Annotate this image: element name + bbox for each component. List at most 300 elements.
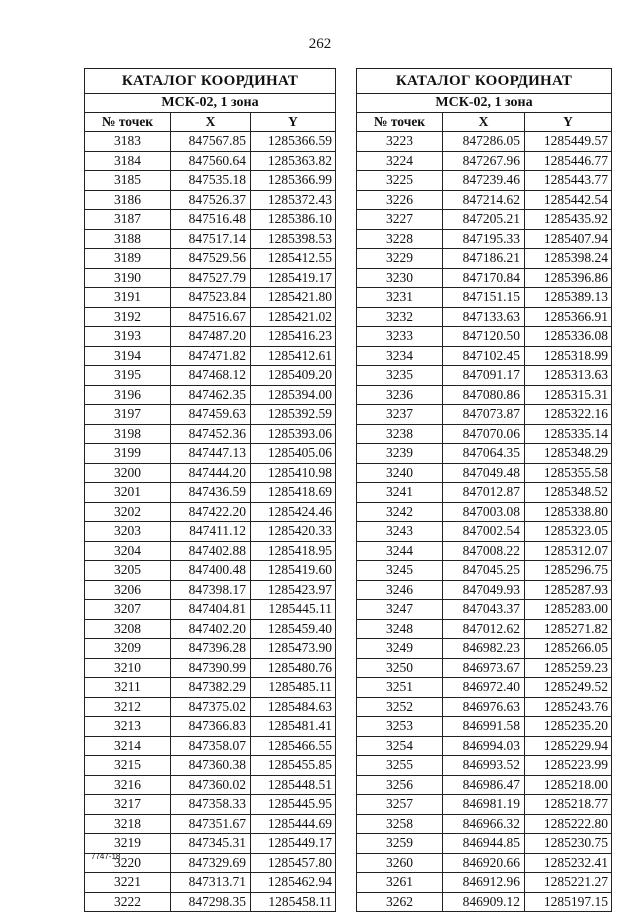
y-coordinate-cell: 1285444.69: [251, 814, 336, 834]
table-row: [357, 366, 612, 386]
y-coordinate-cell: 1285419.17: [251, 268, 336, 288]
point-number-cell: 3232: [357, 307, 443, 327]
point-number-cell: 3218: [85, 814, 171, 834]
document-code: 7747-18: [91, 852, 121, 861]
point-number-cell: 3239: [357, 444, 443, 464]
x-coordinate-cell: 847012.62: [443, 619, 525, 639]
x-coordinate-cell: 846991.58: [443, 717, 525, 737]
x-coordinate-cell: 847452.36: [171, 424, 251, 444]
table-row: [357, 210, 612, 230]
y-coordinate-cell: 1285409.20: [251, 366, 336, 386]
y-coordinate-cell: 1285313.63: [525, 366, 612, 386]
x-coordinate-cell: 847459.63: [171, 405, 251, 425]
x-coordinate-cell: 847073.87: [443, 405, 525, 425]
table-row: [357, 307, 612, 327]
table-row: [357, 268, 612, 288]
point-number-cell: 3202: [85, 502, 171, 522]
table-zone: МСК-02, 1 зона: [85, 94, 336, 113]
x-coordinate-cell: 847516.67: [171, 307, 251, 327]
table-row: [85, 307, 336, 327]
x-coordinate-cell: 846986.47: [443, 775, 525, 795]
x-coordinate-cell: 847002.54: [443, 522, 525, 542]
x-coordinate-cell: 847267.96: [443, 151, 525, 171]
y-coordinate-cell: 1285366.91: [525, 307, 612, 327]
point-number-cell: 3203: [85, 522, 171, 542]
point-number-cell: 3246: [357, 580, 443, 600]
point-number-cell: 3252: [357, 697, 443, 717]
y-coordinate-cell: 1285416.23: [251, 327, 336, 347]
y-coordinate-cell: 1285366.99: [251, 171, 336, 191]
point-number-cell: 3244: [357, 541, 443, 561]
x-coordinate-cell: 847286.05: [443, 132, 525, 152]
table-row: [357, 678, 612, 698]
x-coordinate-cell: 847529.56: [171, 249, 251, 269]
point-number-cell: 3201: [85, 483, 171, 503]
y-coordinate-cell: 1285318.99: [525, 346, 612, 366]
table-row: [357, 483, 612, 503]
table-row: [85, 268, 336, 288]
y-coordinate-cell: 1285412.55: [251, 249, 336, 269]
point-number-cell: 3216: [85, 775, 171, 795]
table-row: [357, 580, 612, 600]
table-row: [85, 561, 336, 581]
x-coordinate-cell: 847567.85: [171, 132, 251, 152]
y-coordinate-cell: 1285392.59: [251, 405, 336, 425]
x-coordinate-cell: 847527.79: [171, 268, 251, 288]
x-coordinate-cell: 846981.19: [443, 795, 525, 815]
point-number-cell: 3220: [85, 853, 171, 873]
x-coordinate-cell: 847382.29: [171, 678, 251, 698]
y-coordinate-cell: 1285412.61: [251, 346, 336, 366]
x-coordinate-cell: 846909.12: [443, 892, 525, 912]
x-coordinate-cell: 847411.12: [171, 522, 251, 542]
point-number-cell: 3243: [357, 522, 443, 542]
x-coordinate-cell: 847080.86: [443, 385, 525, 405]
y-coordinate-cell: 1285335.14: [525, 424, 612, 444]
point-number-cell: 3228: [357, 229, 443, 249]
y-coordinate-cell: 1285448.51: [251, 775, 336, 795]
x-coordinate-cell: 847102.45: [443, 346, 525, 366]
x-coordinate-cell: 846912.96: [443, 873, 525, 893]
table-row: [357, 171, 612, 191]
point-number-cell: 3207: [85, 600, 171, 620]
x-coordinate-cell: 847444.20: [171, 463, 251, 483]
point-number-cell: 3234: [357, 346, 443, 366]
table-row: [85, 288, 336, 308]
y-coordinate-cell: 1285287.93: [525, 580, 612, 600]
y-coordinate-cell: 1285389.13: [525, 288, 612, 308]
y-coordinate-cell: 1285372.43: [251, 190, 336, 210]
y-coordinate-cell: 1285423.97: [251, 580, 336, 600]
y-coordinate-cell: 1285336.08: [525, 327, 612, 347]
y-coordinate-cell: 1285407.94: [525, 229, 612, 249]
x-coordinate-cell: 847360.02: [171, 775, 251, 795]
table-row: [357, 327, 612, 347]
y-coordinate-cell: 1285442.54: [525, 190, 612, 210]
table-row: [85, 405, 336, 425]
y-coordinate-cell: 1285424.46: [251, 502, 336, 522]
x-coordinate-cell: 847398.17: [171, 580, 251, 600]
column-header-point: № точек: [357, 113, 443, 132]
table-row: [357, 756, 612, 776]
column-header-x: X: [443, 113, 525, 132]
y-coordinate-cell: 1285235.20: [525, 717, 612, 737]
y-coordinate-cell: 1285296.75: [525, 561, 612, 581]
y-coordinate-cell: 1285418.95: [251, 541, 336, 561]
table-row: [357, 444, 612, 464]
table-row: [85, 463, 336, 483]
x-coordinate-cell: 846973.67: [443, 658, 525, 678]
x-coordinate-cell: 847436.59: [171, 483, 251, 503]
point-number-cell: 3236: [357, 385, 443, 405]
coordinates-table-left: [84, 68, 336, 912]
y-coordinate-cell: 1285363.82: [251, 151, 336, 171]
table-row: [85, 249, 336, 269]
x-coordinate-cell: 847360.38: [171, 756, 251, 776]
y-coordinate-cell: 1285366.59: [251, 132, 336, 152]
x-coordinate-cell: 847133.63: [443, 307, 525, 327]
y-coordinate-cell: 1285449.57: [525, 132, 612, 152]
x-coordinate-cell: 847351.67: [171, 814, 251, 834]
y-coordinate-cell: 1285197.15: [525, 892, 612, 912]
x-coordinate-cell: 846966.32: [443, 814, 525, 834]
x-coordinate-cell: 847366.83: [171, 717, 251, 737]
table-row: [85, 775, 336, 795]
y-coordinate-cell: 1285348.52: [525, 483, 612, 503]
point-number-cell: 3205: [85, 561, 171, 581]
table-body: [357, 132, 612, 912]
x-coordinate-cell: 847375.02: [171, 697, 251, 717]
point-number-cell: 3193: [85, 327, 171, 347]
point-number-cell: 3237: [357, 405, 443, 425]
point-number-cell: 3219: [85, 834, 171, 854]
point-number-cell: 3210: [85, 658, 171, 678]
point-number-cell: 3221: [85, 873, 171, 893]
x-coordinate-cell: 846972.40: [443, 678, 525, 698]
y-coordinate-cell: 1285259.23: [525, 658, 612, 678]
table-row: [357, 190, 612, 210]
point-number-cell: 3230: [357, 268, 443, 288]
y-coordinate-cell: 1285481.41: [251, 717, 336, 737]
point-number-cell: 3229: [357, 249, 443, 269]
point-number-cell: 3261: [357, 873, 443, 893]
table-row: [357, 834, 612, 854]
y-coordinate-cell: 1285386.10: [251, 210, 336, 230]
x-coordinate-cell: 847517.14: [171, 229, 251, 249]
table-row: [357, 346, 612, 366]
y-coordinate-cell: 1285462.94: [251, 873, 336, 893]
point-number-cell: 3196: [85, 385, 171, 405]
x-coordinate-cell: 847345.31: [171, 834, 251, 854]
y-coordinate-cell: 1285230.75: [525, 834, 612, 854]
table-row: [85, 151, 336, 171]
y-coordinate-cell: 1285443.77: [525, 171, 612, 191]
point-number-cell: 3185: [85, 171, 171, 191]
point-number-cell: 3224: [357, 151, 443, 171]
x-coordinate-cell: 847396.28: [171, 639, 251, 659]
table-row: [357, 541, 612, 561]
x-coordinate-cell: 847535.18: [171, 171, 251, 191]
x-coordinate-cell: 846994.03: [443, 736, 525, 756]
table-row: [85, 619, 336, 639]
point-number-cell: 3191: [85, 288, 171, 308]
table-row: [357, 717, 612, 737]
table-row: [85, 229, 336, 249]
y-coordinate-cell: 1285485.11: [251, 678, 336, 698]
y-coordinate-cell: 1285449.17: [251, 834, 336, 854]
table-row: [357, 892, 612, 912]
y-coordinate-cell: 1285315.31: [525, 385, 612, 405]
point-number-cell: 3256: [357, 775, 443, 795]
y-coordinate-cell: 1285473.90: [251, 639, 336, 659]
table-row: [85, 639, 336, 659]
y-coordinate-cell: 1285418.69: [251, 483, 336, 503]
table-row: [357, 561, 612, 581]
y-coordinate-cell: 1285421.80: [251, 288, 336, 308]
point-number-cell: 3200: [85, 463, 171, 483]
point-number-cell: 3249: [357, 639, 443, 659]
point-number-cell: 3189: [85, 249, 171, 269]
point-number-cell: 3225: [357, 171, 443, 191]
y-coordinate-cell: 1285312.07: [525, 541, 612, 561]
x-coordinate-cell: 846982.23: [443, 639, 525, 659]
table-row: [85, 834, 336, 854]
x-coordinate-cell: 847064.35: [443, 444, 525, 464]
table-row: [357, 658, 612, 678]
point-number-cell: 3215: [85, 756, 171, 776]
y-coordinate-cell: 1285398.53: [251, 229, 336, 249]
point-number-cell: 3241: [357, 483, 443, 503]
point-number-cell: 3186: [85, 190, 171, 210]
column-header-x: X: [171, 113, 251, 132]
point-number-cell: 3190: [85, 268, 171, 288]
table-row: [85, 444, 336, 464]
point-number-cell: 3251: [357, 678, 443, 698]
x-coordinate-cell: 847170.84: [443, 268, 525, 288]
x-coordinate-cell: 847422.20: [171, 502, 251, 522]
y-coordinate-cell: 1285322.16: [525, 405, 612, 425]
table-row: [357, 132, 612, 152]
point-number-cell: 3222: [85, 892, 171, 912]
table-row: [357, 288, 612, 308]
table-row: [357, 463, 612, 483]
y-coordinate-cell: 1285445.95: [251, 795, 336, 815]
column-header-y: Y: [525, 113, 612, 132]
point-number-cell: 3217: [85, 795, 171, 815]
table-row: [85, 171, 336, 191]
point-number-cell: 3262: [357, 892, 443, 912]
x-coordinate-cell: 847186.21: [443, 249, 525, 269]
table-row: [357, 697, 612, 717]
y-coordinate-cell: 1285466.55: [251, 736, 336, 756]
x-coordinate-cell: 847329.69: [171, 853, 251, 873]
table-body: [85, 132, 336, 912]
point-number-cell: 3194: [85, 346, 171, 366]
table-row: [357, 502, 612, 522]
x-coordinate-cell: 847003.08: [443, 502, 525, 522]
y-coordinate-cell: 1285457.80: [251, 853, 336, 873]
y-coordinate-cell: 1285419.60: [251, 561, 336, 581]
x-coordinate-cell: 847523.84: [171, 288, 251, 308]
table-row: [85, 366, 336, 386]
table-row: [357, 522, 612, 542]
point-number-cell: 3206: [85, 580, 171, 600]
point-number-cell: 3259: [357, 834, 443, 854]
point-number-cell: 3223: [357, 132, 443, 152]
table-title: КАТАЛОГ КООРДИНАТ: [85, 69, 336, 94]
point-number-cell: 3254: [357, 736, 443, 756]
table-row: [357, 873, 612, 893]
point-number-cell: 3253: [357, 717, 443, 737]
y-coordinate-cell: 1285458.11: [251, 892, 336, 912]
y-coordinate-cell: 1285421.02: [251, 307, 336, 327]
x-coordinate-cell: 847091.17: [443, 366, 525, 386]
table-row: [85, 580, 336, 600]
point-number-cell: 3188: [85, 229, 171, 249]
point-number-cell: 3242: [357, 502, 443, 522]
point-number-cell: 3183: [85, 132, 171, 152]
x-coordinate-cell: 847049.93: [443, 580, 525, 600]
x-coordinate-cell: 847070.06: [443, 424, 525, 444]
page-number: 262: [308, 36, 332, 52]
column-header-point: № точек: [85, 113, 171, 132]
table-row: [357, 619, 612, 639]
x-coordinate-cell: 847390.99: [171, 658, 251, 678]
table-row: [357, 600, 612, 620]
table-row: [357, 736, 612, 756]
point-number-cell: 3235: [357, 366, 443, 386]
x-coordinate-cell: 847468.12: [171, 366, 251, 386]
point-number-cell: 3213: [85, 717, 171, 737]
x-coordinate-cell: 847043.37: [443, 600, 525, 620]
table-row: [357, 639, 612, 659]
point-number-cell: 3204: [85, 541, 171, 561]
table-row: [357, 385, 612, 405]
y-coordinate-cell: 1285271.82: [525, 619, 612, 639]
y-coordinate-cell: 1285393.06: [251, 424, 336, 444]
y-coordinate-cell: 1285398.24: [525, 249, 612, 269]
point-number-cell: 3245: [357, 561, 443, 581]
point-number-cell: 3260: [357, 853, 443, 873]
table-row: [357, 853, 612, 873]
table-row: [357, 249, 612, 269]
column-header-y: Y: [251, 113, 336, 132]
y-coordinate-cell: 1285394.00: [251, 385, 336, 405]
table-row: [85, 717, 336, 737]
y-coordinate-cell: 1285229.94: [525, 736, 612, 756]
x-coordinate-cell: 846993.52: [443, 756, 525, 776]
table-row: [85, 853, 336, 873]
y-coordinate-cell: 1285484.63: [251, 697, 336, 717]
point-number-cell: 3226: [357, 190, 443, 210]
x-coordinate-cell: 847045.25: [443, 561, 525, 581]
x-coordinate-cell: 847120.50: [443, 327, 525, 347]
point-number-cell: 3250: [357, 658, 443, 678]
x-coordinate-cell: 847151.15: [443, 288, 525, 308]
x-coordinate-cell: 847404.81: [171, 600, 251, 620]
table-row: [357, 424, 612, 444]
table-row: [85, 346, 336, 366]
y-coordinate-cell: 1285435.92: [525, 210, 612, 230]
point-number-cell: 3233: [357, 327, 443, 347]
x-coordinate-cell: 847012.87: [443, 483, 525, 503]
table-row: [357, 405, 612, 425]
y-coordinate-cell: 1285218.00: [525, 775, 612, 795]
y-coordinate-cell: 1285249.52: [525, 678, 612, 698]
table-row: [357, 795, 612, 815]
y-coordinate-cell: 1285266.05: [525, 639, 612, 659]
table-row: [85, 658, 336, 678]
table-row: [85, 483, 336, 503]
x-coordinate-cell: 847447.13: [171, 444, 251, 464]
y-coordinate-cell: 1285222.80: [525, 814, 612, 834]
x-coordinate-cell: 847402.88: [171, 541, 251, 561]
y-coordinate-cell: 1285243.76: [525, 697, 612, 717]
x-coordinate-cell: 846920.66: [443, 853, 525, 873]
table-row: [357, 814, 612, 834]
table-row: [85, 678, 336, 698]
x-coordinate-cell: 847313.71: [171, 873, 251, 893]
y-coordinate-cell: 1285232.41: [525, 853, 612, 873]
point-number-cell: 3197: [85, 405, 171, 425]
point-number-cell: 3208: [85, 619, 171, 639]
point-number-cell: 3199: [85, 444, 171, 464]
table-row: [85, 190, 336, 210]
table-row: [85, 873, 336, 893]
y-coordinate-cell: 1285420.33: [251, 522, 336, 542]
table-row: [85, 814, 336, 834]
table-row: [357, 229, 612, 249]
point-number-cell: 3257: [357, 795, 443, 815]
table-row: [85, 385, 336, 405]
point-number-cell: 3240: [357, 463, 443, 483]
point-number-cell: 3211: [85, 678, 171, 698]
point-number-cell: 3209: [85, 639, 171, 659]
y-coordinate-cell: 1285223.99: [525, 756, 612, 776]
table-row: [85, 210, 336, 230]
table-row: [85, 892, 336, 912]
table-title: КАТАЛОГ КООРДИНАТ: [357, 69, 612, 94]
x-coordinate-cell: 847358.33: [171, 795, 251, 815]
table-row: [85, 697, 336, 717]
point-number-cell: 3248: [357, 619, 443, 639]
x-coordinate-cell: 847471.82: [171, 346, 251, 366]
y-coordinate-cell: 1285221.27: [525, 873, 612, 893]
y-coordinate-cell: 1285455.85: [251, 756, 336, 776]
y-coordinate-cell: 1285410.98: [251, 463, 336, 483]
table-row: [85, 522, 336, 542]
x-coordinate-cell: 847195.33: [443, 229, 525, 249]
point-number-cell: 3258: [357, 814, 443, 834]
table-row: [85, 736, 336, 756]
x-coordinate-cell: 847239.46: [443, 171, 525, 191]
x-coordinate-cell: 847400.48: [171, 561, 251, 581]
point-number-cell: 3255: [357, 756, 443, 776]
x-coordinate-cell: 847402.20: [171, 619, 251, 639]
table-row: [357, 151, 612, 171]
x-coordinate-cell: 847516.48: [171, 210, 251, 230]
y-coordinate-cell: 1285396.86: [525, 268, 612, 288]
table-row: [85, 502, 336, 522]
table-row: [85, 424, 336, 444]
y-coordinate-cell: 1285355.58: [525, 463, 612, 483]
point-number-cell: 3192: [85, 307, 171, 327]
point-number-cell: 3212: [85, 697, 171, 717]
y-coordinate-cell: 1285218.77: [525, 795, 612, 815]
y-coordinate-cell: 1285283.00: [525, 600, 612, 620]
x-coordinate-cell: 847487.20: [171, 327, 251, 347]
point-number-cell: 3247: [357, 600, 443, 620]
